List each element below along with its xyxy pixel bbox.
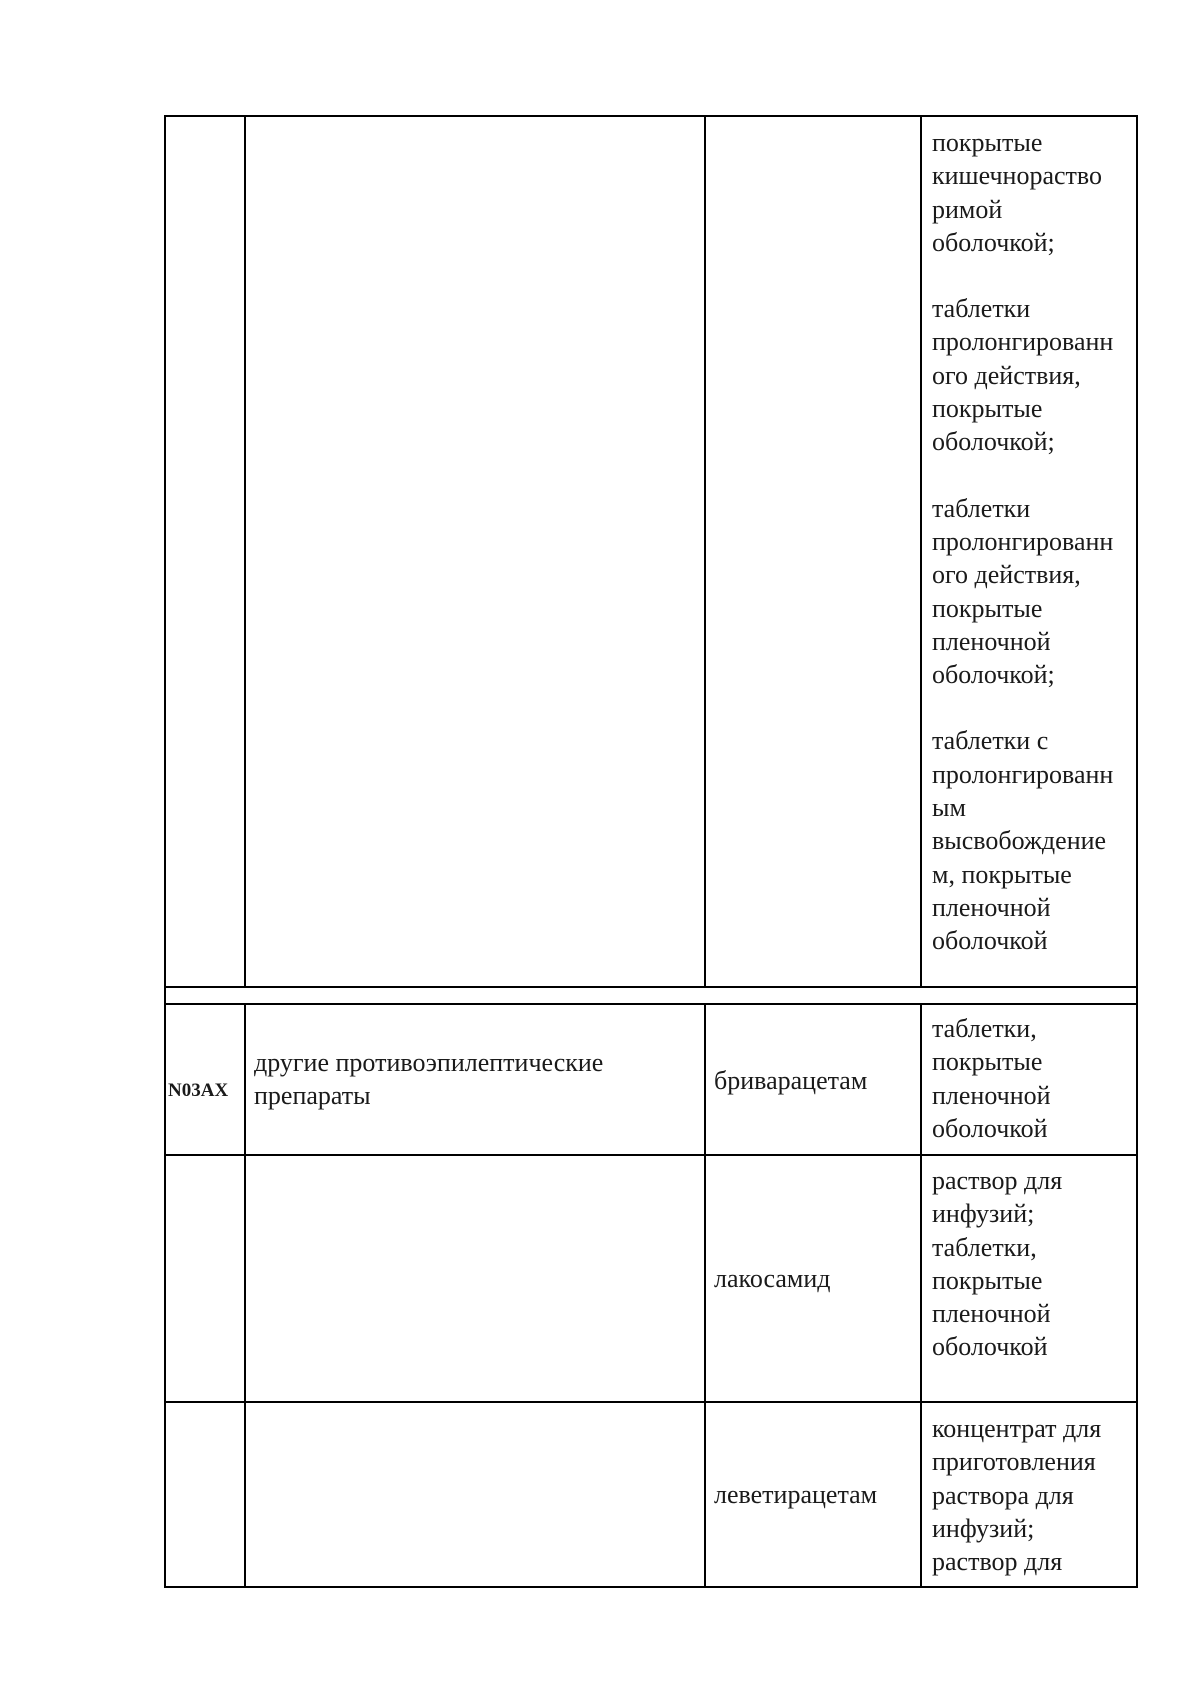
form-item-2: таблетки пролонгированн ого действия, покрытые оболочкой; (932, 294, 1114, 457)
drug-name: лакосамид (714, 1264, 831, 1293)
atc-code: N03AX (168, 1080, 229, 1101)
form-item-1: покрытые кишечнораство римой оболочкой; (932, 128, 1102, 257)
row-divider-4 (164, 1401, 1138, 1403)
drug-name: бриварацетам (714, 1066, 868, 1095)
col-divider-2 (704, 116, 706, 988)
table-border-bottom (164, 1586, 1138, 1588)
form-item-3: таблетки пролонгированн ого действия, покрытые пленочной оболочкой; (932, 493, 1114, 690)
col-divider-1 (244, 116, 246, 988)
row4-forms-cell: концентрат для приготовления раствора для инфузий; раствор для (932, 1414, 1102, 1577)
table-border-left (164, 116, 166, 1588)
row-divider-3 (164, 1154, 1138, 1156)
table-border-top (164, 115, 1138, 117)
drug-name: леветирацетам (714, 1480, 878, 1509)
group-name: другие противоэпилептические препараты (254, 1048, 604, 1111)
row-divider-1 (164, 986, 1138, 988)
form-item-4: таблетки с пролонгированн ым высвобождение м, покрытые пленочной оболочкой (932, 726, 1114, 956)
col-divider-2b (704, 1004, 706, 1588)
row3-forms-cell: раствор для инфузий; таблетки, покрытые пленочной оболочкой (932, 1166, 1063, 1362)
row1-forms-cell (932, 126, 1146, 958)
col-divider-3 (920, 116, 922, 988)
col-divider-3b (920, 1004, 922, 1588)
col-divider-1b (244, 1004, 246, 1588)
row-divider-2 (164, 1003, 1138, 1005)
row2-forms-cell: таблетки, покрытые пленочной оболочкой (932, 1014, 1051, 1143)
